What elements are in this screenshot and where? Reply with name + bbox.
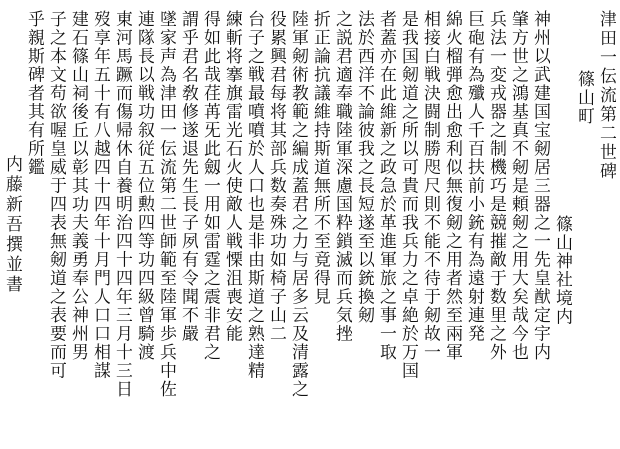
text-column	[529, 10, 550, 440]
text-column	[353, 10, 374, 440]
author-signature: 内藤新吾撰並書	[2, 155, 22, 295]
text-column-line: 墜家声為津田一伝流第二世師範至陸軍歩兵中佐	[156, 10, 176, 399]
text-column-line: 連隊長以戦功叙従五位勲四等功四級曾騎渡	[134, 10, 154, 362]
text-column	[331, 10, 352, 440]
text-column-line: 神州以武建国宝剱居三器之一先皇猷定宇内	[530, 10, 550, 362]
location-shrine: 篠山神社境内	[552, 215, 572, 326]
author-signature-column	[1, 10, 22, 440]
inscription-title: 津田一伝流第二世碑	[596, 10, 616, 181]
text-column-line: 謂乎君名敎修遂退先生長子夙有令聞不嚴	[178, 10, 198, 343]
text-column	[441, 10, 462, 440]
text-column	[463, 10, 484, 440]
text-column	[485, 10, 506, 440]
text-column-line: 歿享年五十有八越四十四年十月門人口口相謀	[90, 10, 110, 380]
text-column	[243, 10, 264, 440]
text-column-line: 東河馬蹶而傷帰休自養明治四十四年三月十三日	[112, 10, 132, 399]
text-column-line: 乎親斯碑者其有所鑑	[24, 10, 44, 177]
text-column-line: 之説君適奉職陸軍深慮国粋鎖滅而兵気挫	[332, 10, 352, 343]
text-column	[309, 10, 330, 440]
text-column	[133, 10, 154, 440]
text-column-line: 兵法一変戎器之制機巧是競摧敵于数里之外	[486, 10, 506, 362]
text-column-line: 是我国剱道之所以可貴而我兵力之卓絶於万国	[398, 10, 418, 380]
text-column-line: 巨砲有為殲人千百扶前小銃有為遠射連発	[464, 10, 484, 343]
text-column-line: 者蓋亦在此維新之政急於革進軍旅之事一取	[376, 10, 396, 362]
location-town: 篠山町	[574, 70, 594, 126]
text-column	[67, 10, 88, 440]
text-column	[265, 10, 286, 440]
text-column-line: 建石篠山祠後丘以彰其功夫義勇奉公神州男	[68, 10, 88, 362]
text-column-line: 相接白戦決闘制勝咫尺則不能不待于剱故一	[420, 10, 440, 362]
text-column-line: 得如此哉荏苒旡此劔一用如雷霆之震非君之	[200, 10, 220, 362]
text-column-line: 役累興君每将其部兵数奏殊功如椅子山二	[266, 10, 286, 343]
text-column	[199, 10, 220, 440]
text-column-line: 法於西洋不論彼我之長短遂至以銃換剱	[354, 10, 374, 325]
location-town-column	[573, 10, 594, 440]
inscription-text-body	[1, 10, 616, 440]
text-column-line: 陸軍剱術教範之編成蓋君之力与居多云及清露之	[288, 10, 308, 399]
text-column-line: 綿火榴弾愈出愈利似無復剱之用者然至兩軍	[442, 10, 462, 362]
text-column-line: 肇方世之鴻基真不剱是頼剱之用大矣哉今也	[508, 10, 528, 362]
text-column	[507, 10, 528, 440]
text-column	[23, 10, 44, 440]
location-shrine-column	[551, 10, 572, 440]
text-column-line: 練斬将搴旗雷光石火使敵人戦慄沮喪安能	[222, 10, 242, 343]
text-column	[375, 10, 396, 440]
text-column-line: 折正論抗議維持斯道無所不至竟得見	[310, 10, 330, 306]
text-column	[89, 10, 110, 440]
text-column	[177, 10, 198, 440]
text-column	[397, 10, 418, 440]
text-column	[111, 10, 132, 440]
text-column	[419, 10, 440, 440]
text-column-line: 台子之戦最噴噴於人口也是非由斯道之熟達精	[244, 10, 264, 380]
text-column	[287, 10, 308, 440]
text-column	[45, 10, 66, 440]
inscription-title-column	[595, 10, 616, 440]
text-column-line: 子之本文苟欲喔皇威于四表無剱道之表要而可	[46, 10, 66, 380]
text-column	[155, 10, 176, 440]
text-column	[221, 10, 242, 440]
